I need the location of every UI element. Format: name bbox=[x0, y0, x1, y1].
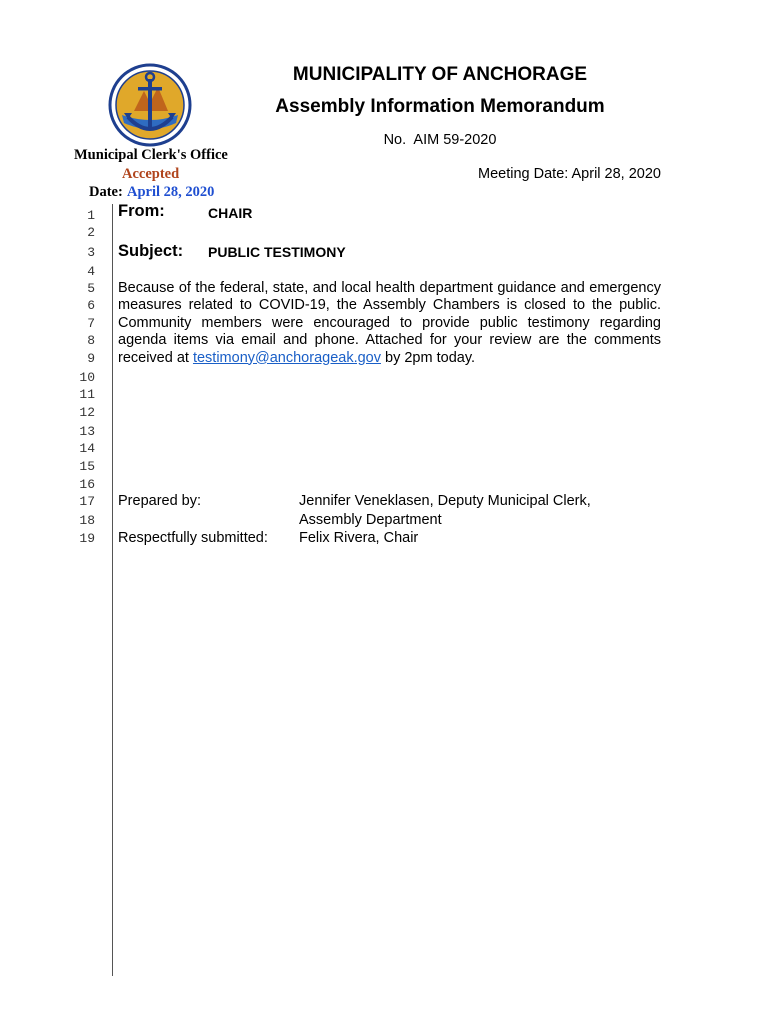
aim-number: No. AIM 59-2020 bbox=[383, 132, 497, 148]
prepared-by-department: Assembly Department bbox=[299, 512, 442, 528]
subject-value: PUBLIC TESTIMONY bbox=[208, 244, 346, 260]
line-number: 9 bbox=[87, 351, 95, 366]
submitted-by-label: Respectfully submitted: bbox=[118, 530, 268, 546]
memo-body-text: Because of the federal, state, and local health department guidance and emergency measures related to COVID-19, the Assembly Chambers is closed to the public. Community members were encouraged to provide public testimony regarding agenda items via email and phone. Attached for your review are the comments received at bbox=[118, 280, 661, 366]
prepared-by-label: Prepared by: bbox=[118, 493, 202, 509]
meeting-date: Meeting Date: April 28, 2020 bbox=[478, 166, 661, 182]
stamp-date-value: April 28, 2020 bbox=[127, 184, 215, 200]
document-subtitle: Assembly Information Memorandum bbox=[275, 96, 605, 117]
line-number: 18 bbox=[79, 513, 95, 528]
line-number: 19 bbox=[79, 531, 95, 546]
stamp-date-label: Date: bbox=[89, 184, 123, 200]
line-number: 17 bbox=[79, 494, 95, 509]
line-number: 13 bbox=[79, 424, 95, 439]
line-number: 16 bbox=[79, 477, 95, 492]
stamp-accepted: Accepted bbox=[122, 166, 180, 182]
testimony-email-link[interactable]: testimony@anchorageak.gov bbox=[192, 349, 381, 366]
prepared-by-name: Jennifer Veneklasen, Deputy Municipal Clerk, bbox=[299, 493, 591, 509]
from-value: CHAIR bbox=[208, 205, 253, 221]
line-number: 8 bbox=[87, 333, 95, 348]
line-number: 11 bbox=[79, 387, 95, 402]
line-number: 6 bbox=[87, 298, 95, 313]
line-number: 14 bbox=[79, 441, 95, 456]
line-number: 10 bbox=[79, 370, 95, 385]
memo-body-text-end: by 2pm today. bbox=[381, 349, 476, 366]
from-label: From: bbox=[118, 202, 165, 220]
stamp-office: Municipal Clerk's Office bbox=[74, 147, 228, 163]
line-number: 2 bbox=[87, 225, 95, 240]
line-number: 12 bbox=[79, 405, 95, 420]
line-number: 7 bbox=[87, 316, 95, 331]
document-title: MUNICIPALITY OF ANCHORAGE bbox=[292, 64, 588, 85]
memo-body bbox=[118, 280, 661, 367]
line-number: 15 bbox=[79, 459, 95, 474]
line-number: 3 bbox=[87, 245, 95, 260]
line-number: 5 bbox=[87, 281, 95, 296]
submitted-by-name: Felix Rivera, Chair bbox=[299, 530, 419, 546]
line-number: 1 bbox=[87, 208, 95, 223]
margin-rule bbox=[112, 204, 113, 976]
subject-label: Subject: bbox=[118, 242, 184, 260]
line-number: 4 bbox=[87, 264, 95, 279]
